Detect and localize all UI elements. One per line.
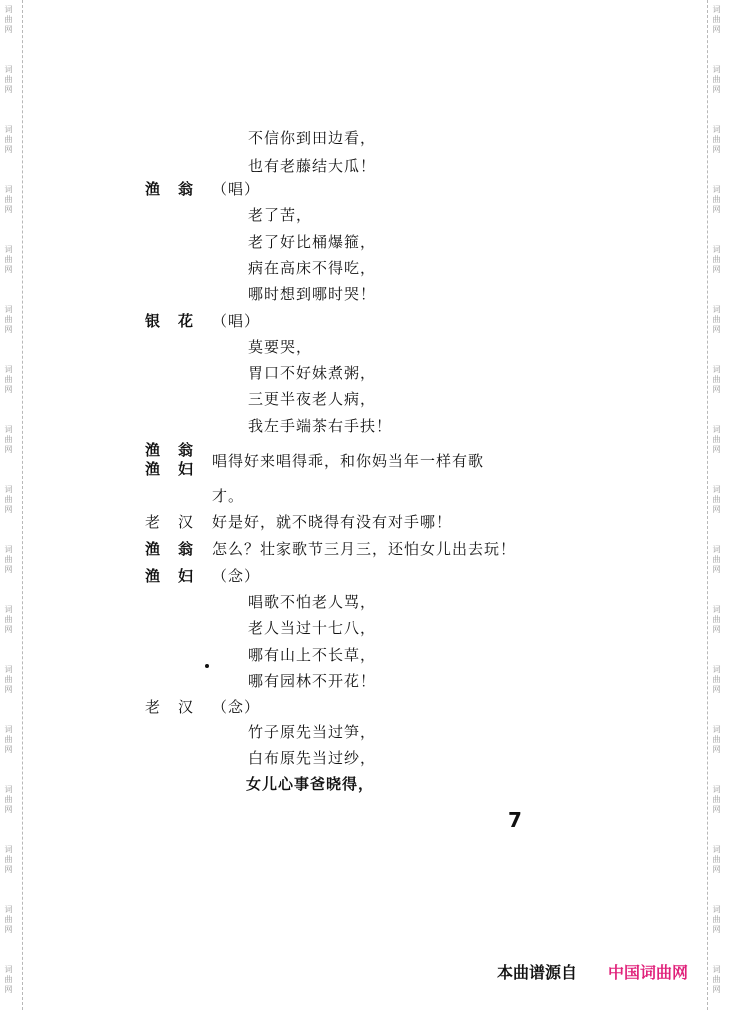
watermark-text: 词曲网 bbox=[712, 725, 722, 754]
watermark-text: 词曲网 bbox=[4, 185, 14, 214]
watermark-text: 词曲网 bbox=[712, 545, 722, 574]
script-line: 哪有园林不开花！ bbox=[248, 672, 377, 690]
watermark-text: 词曲网 bbox=[4, 725, 14, 754]
footer-site-name[interactable]: 中国词曲网 bbox=[608, 963, 689, 982]
watermark-text: 词曲网 bbox=[4, 905, 14, 934]
speaker-name: 老汉 bbox=[145, 698, 212, 716]
script-line: 怎么？壮家歌节三月三，还怕女儿出去玩！ bbox=[212, 540, 517, 558]
left-margin-rule bbox=[22, 0, 23, 1010]
script-line: 竹子原先当过笋， bbox=[248, 723, 377, 741]
page-number: 7 bbox=[508, 808, 522, 832]
script-line: 胃口不好妹煮粥， bbox=[248, 364, 377, 382]
watermark-text: 词曲网 bbox=[4, 485, 14, 514]
watermark-text: 词曲网 bbox=[712, 485, 722, 514]
watermark-text: 词曲网 bbox=[712, 5, 722, 34]
script-line: 老人当过十七八， bbox=[248, 619, 377, 637]
script-line: 白布原先当过纱， bbox=[248, 749, 377, 767]
script-line: 唱得好来唱得乖，和你妈当年一样有歌 bbox=[212, 452, 485, 470]
watermark-text: 词曲网 bbox=[712, 965, 722, 994]
watermark-text: 词曲网 bbox=[4, 665, 14, 694]
watermark-text: 词曲网 bbox=[4, 545, 14, 574]
speaker-name: 老汉 bbox=[145, 513, 212, 531]
script-line: 三更半夜老人病， bbox=[248, 390, 377, 408]
script-line: 病在高床不得吃， bbox=[248, 259, 377, 277]
watermark-text: 词曲网 bbox=[4, 65, 14, 94]
script-line: 女儿心事爸晓得， bbox=[246, 775, 375, 793]
watermark-text: 词曲网 bbox=[712, 365, 722, 394]
script-line: 不信你到田边看， bbox=[248, 129, 377, 147]
stage-direction: （唱） bbox=[212, 312, 261, 330]
speaker-name: 银花 bbox=[145, 312, 212, 330]
script-line: 哪有山上不长草， bbox=[248, 646, 377, 664]
watermark-text: 词曲网 bbox=[712, 245, 722, 274]
watermark-text: 词曲网 bbox=[4, 245, 14, 274]
watermark-text: 词曲网 bbox=[712, 605, 722, 634]
speaker-name: 渔翁 bbox=[145, 180, 212, 198]
watermark-text: 词曲网 bbox=[712, 125, 722, 154]
speaker-name: 渔翁 bbox=[145, 441, 212, 459]
speaker-name: 渔妇 bbox=[145, 460, 212, 478]
watermark-text: 词曲网 bbox=[4, 365, 14, 394]
watermark-text: 词曲网 bbox=[4, 305, 14, 334]
speaker-name: 渔妇 bbox=[145, 567, 212, 585]
speaker-name: 渔翁 bbox=[145, 540, 212, 558]
watermark-text: 词曲网 bbox=[4, 845, 14, 874]
watermark-text: 词曲网 bbox=[4, 785, 14, 814]
watermark-text: 词曲网 bbox=[712, 905, 722, 934]
watermark-text: 词曲网 bbox=[4, 605, 14, 634]
script-line: 哪时想到哪时哭！ bbox=[248, 285, 377, 303]
script-line: 也有老藤结大瓜！ bbox=[248, 157, 377, 175]
script-line: 唱歌不怕老人骂， bbox=[248, 593, 377, 611]
watermark-text: 词曲网 bbox=[4, 5, 14, 34]
stage-direction: （念） bbox=[212, 698, 261, 716]
right-margin-rule bbox=[707, 0, 708, 1010]
watermark-text: 词曲网 bbox=[712, 305, 722, 334]
watermark-text: 词曲网 bbox=[712, 425, 722, 454]
watermark-text: 词曲网 bbox=[4, 425, 14, 454]
stage-direction: （念） bbox=[212, 567, 261, 585]
script-line: 好是好，就不晓得有没有对手哪！ bbox=[212, 513, 453, 531]
ink-dot bbox=[205, 664, 209, 668]
watermark-text: 词曲网 bbox=[712, 185, 722, 214]
watermark-text: 词曲网 bbox=[712, 785, 722, 814]
script-line: 才。 bbox=[212, 487, 245, 505]
script-line: 莫要哭， bbox=[248, 338, 313, 356]
watermark-text: 词曲网 bbox=[4, 125, 14, 154]
watermark-text: 词曲网 bbox=[712, 65, 722, 94]
watermark-text: 词曲网 bbox=[4, 965, 14, 994]
stage-direction: （唱） bbox=[212, 180, 261, 198]
script-line: 老了好比桶爆箍， bbox=[248, 233, 377, 251]
script-line: 我左手端茶右手扶！ bbox=[248, 417, 393, 435]
watermark-text: 词曲网 bbox=[712, 845, 722, 874]
footer-source-label: 本曲谱源自 bbox=[497, 963, 578, 982]
watermark-text: 词曲网 bbox=[712, 665, 722, 694]
script-line: 老了苦， bbox=[248, 206, 313, 224]
